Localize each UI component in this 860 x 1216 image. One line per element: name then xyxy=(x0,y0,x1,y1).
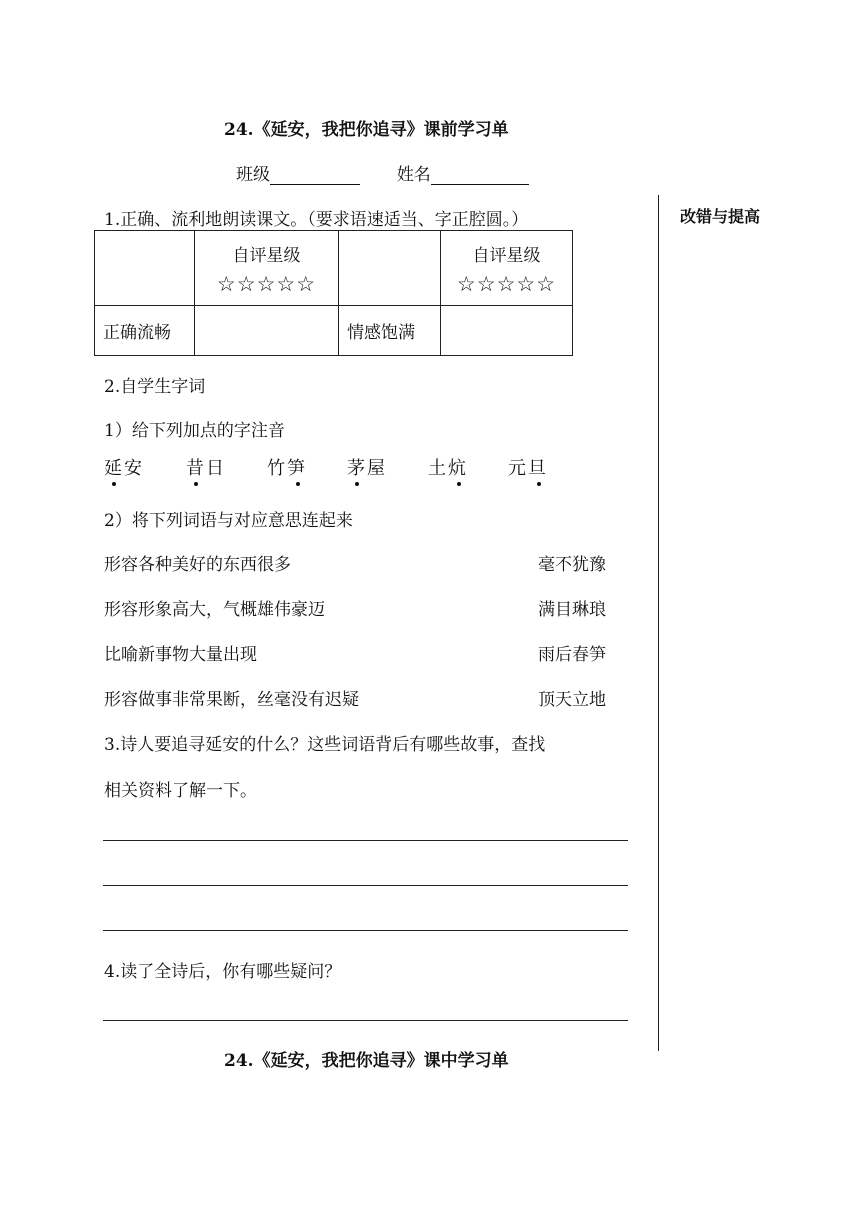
word-item: 土炕 xyxy=(428,458,468,479)
meaning-item[interactable]: 比喻新事物大量出现 xyxy=(104,645,257,665)
rating-cell[interactable] xyxy=(195,306,339,356)
section-title-2: 24.《延安，我把你追寻》课中学习单 xyxy=(224,1051,509,1071)
word-item: 昔日 xyxy=(186,458,226,479)
name-label: 姓名 xyxy=(396,165,431,185)
star-rating[interactable]: ☆☆☆☆☆ xyxy=(216,271,317,296)
sidebar-title: 改错与提高 xyxy=(680,207,761,226)
question-3-line2: 相关资料了解一下。 xyxy=(104,781,257,801)
meaning-item[interactable]: 形容做事非常果断，丝毫没有迟疑 xyxy=(104,690,359,710)
star-rating[interactable]: ☆☆☆☆☆ xyxy=(456,271,557,296)
answer-line[interactable] xyxy=(103,1020,628,1021)
rating-header-label: 自评星级 xyxy=(232,245,301,266)
emphasis-dot-icon xyxy=(355,482,359,486)
row-label: 情感饱满 xyxy=(339,306,441,356)
table-empty-cell xyxy=(339,231,441,306)
page-title: 24.《延安，我把你追寻》课前学习单 xyxy=(224,120,509,140)
row-label: 正确流畅 xyxy=(95,306,195,356)
idiom-item[interactable]: 雨后春笋 xyxy=(538,645,606,665)
question-4: 4.读了全诗后，你有哪些疑问？ xyxy=(104,962,342,982)
rating-header-cell xyxy=(441,231,573,306)
question-2-sub1: 1）给下列加点的字注音 xyxy=(104,421,285,441)
question-3-line1: 3.诗人要追寻延安的什么？这些词语背后有哪些故事，查找 xyxy=(104,735,546,755)
class-label: 班级 xyxy=(236,165,270,185)
question-2: 2.自学生字词 xyxy=(104,377,206,397)
word-item: 延安 xyxy=(104,458,144,479)
meaning-item[interactable]: 形容形象高大，气概雄伟豪迈 xyxy=(104,600,325,620)
emphasis-dot-icon xyxy=(194,482,198,486)
idiom-item[interactable]: 顶天立地 xyxy=(538,690,606,710)
self-rating-table xyxy=(94,230,573,356)
answer-line[interactable] xyxy=(103,930,628,931)
question-2-sub2: 2）将下列词语与对应意思连起来 xyxy=(104,511,353,531)
answer-line[interactable] xyxy=(103,885,628,886)
idiom-item[interactable]: 满目琳琅 xyxy=(538,600,606,620)
idiom-item[interactable]: 毫不犹豫 xyxy=(538,555,606,575)
rating-header-label: 自评星级 xyxy=(472,245,541,266)
answer-line[interactable] xyxy=(103,840,628,841)
emphasis-dot-icon xyxy=(296,482,300,486)
class-input-blank[interactable] xyxy=(270,166,360,185)
table-empty-cell xyxy=(95,231,195,306)
emphasis-dot-icon xyxy=(112,482,116,486)
word-item: 茅屋 xyxy=(347,458,387,479)
question-1: 1.正确、流利地朗读课文。（要求语速适当、字正腔圆。） xyxy=(104,210,529,230)
emphasis-dot-icon xyxy=(457,482,461,486)
meaning-item[interactable]: 形容各种美好的东西很多 xyxy=(104,555,291,575)
sidebar-divider xyxy=(658,195,659,1051)
word-item: 竹笋 xyxy=(267,458,307,479)
rating-cell[interactable] xyxy=(441,306,573,356)
emphasis-dot-icon xyxy=(537,482,541,486)
rating-header-cell xyxy=(195,231,339,306)
word-item: 元旦 xyxy=(508,458,548,479)
class-name-line xyxy=(236,160,529,185)
name-input-blank[interactable] xyxy=(431,166,529,185)
